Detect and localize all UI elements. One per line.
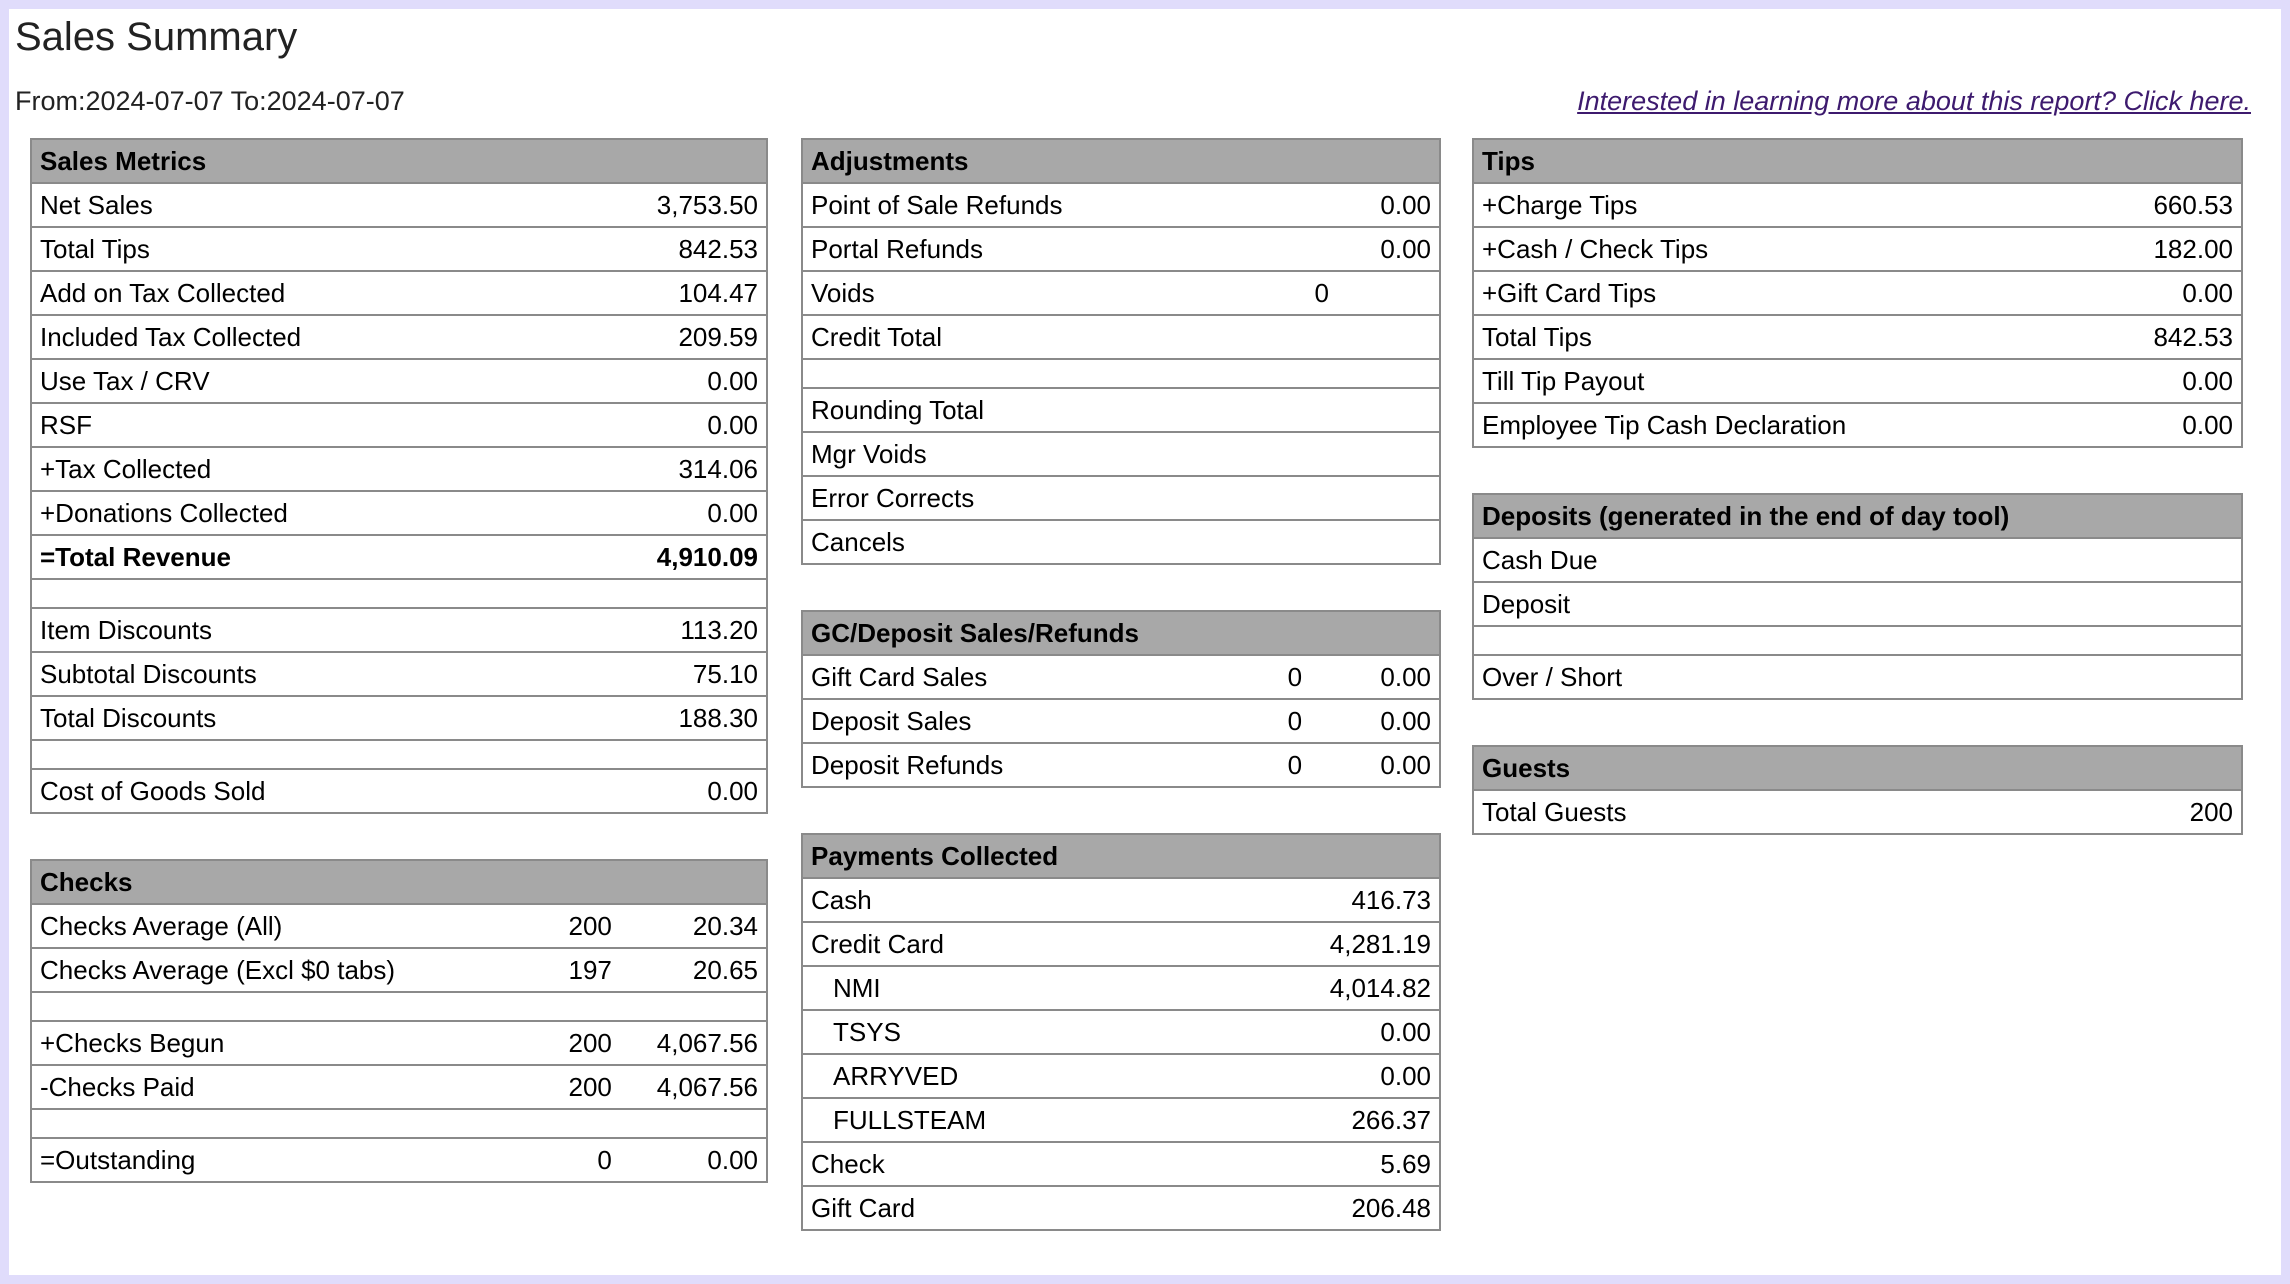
row-value: 842.53 [2087, 315, 2242, 359]
row-label: Deposit [1473, 582, 2167, 626]
spacer-row [31, 579, 767, 608]
row-label: Item Discounts [31, 608, 547, 652]
row-label: Checks Average (All) [31, 904, 494, 948]
row-label: Gift Card Sales [802, 655, 1204, 699]
row-label: Portal Refunds [802, 227, 1211, 271]
row-label: Rounding Total [802, 388, 1211, 432]
row-label: Cash Due [1473, 538, 2167, 582]
row-value: 314.06 [547, 447, 767, 491]
row-value: 75.10 [547, 652, 767, 696]
row-value: 0.00 [547, 359, 767, 403]
table-row [802, 699, 1440, 743]
table-row [31, 696, 767, 740]
table-row [1473, 403, 2242, 447]
table-row [802, 1054, 1440, 1098]
table-row [802, 520, 1440, 564]
table-row [31, 1021, 767, 1065]
row-count: 0 [494, 1138, 620, 1182]
row-label: Deposit Refunds [802, 743, 1204, 787]
row-value: 0.00 [1310, 655, 1440, 699]
tips-table [1472, 138, 2243, 448]
row-label: Point of Sale Refunds [802, 183, 1211, 227]
spacer-row [31, 992, 767, 1021]
row-label: Use Tax / CRV [31, 359, 547, 403]
table-row [31, 904, 767, 948]
row-value: 0.00 [2087, 403, 2242, 447]
row-value: 0.00 [547, 491, 767, 535]
table-row [1473, 538, 2242, 582]
table-row [802, 743, 1440, 787]
row-value: 188.30 [547, 696, 767, 740]
section-header: Sales Metrics [31, 139, 767, 183]
spacer-row [1473, 626, 2242, 655]
section-header: Guests [1473, 746, 2242, 790]
row-value: 3,753.50 [547, 183, 767, 227]
row-value: 0.00 [2087, 271, 2242, 315]
row-count: 0 [1204, 743, 1310, 787]
row-label: NMI [802, 966, 1197, 1010]
table-row-total [31, 535, 767, 579]
row-label: Checks Average (Excl $0 tabs) [31, 948, 494, 992]
column-left [30, 138, 768, 1228]
row-count: 200 [494, 1021, 620, 1065]
section-header: Tips [1473, 139, 2242, 183]
row-label: =Total Revenue [31, 535, 547, 579]
table-row [802, 1010, 1440, 1054]
row-label: Total Guests [1473, 790, 2033, 834]
row-label: Cost of Goods Sold [31, 769, 547, 813]
row-value: 0.00 [547, 403, 767, 447]
spacer-row [31, 1109, 767, 1138]
row-label: FULLSTEAM [802, 1098, 1197, 1142]
row-label: Net Sales [31, 183, 547, 227]
row-label: +Gift Card Tips [1473, 271, 2087, 315]
table-row [802, 432, 1440, 476]
page-title: Sales Summary [15, 15, 298, 59]
row-label: Error Corrects [802, 476, 1211, 520]
row-label: +Donations Collected [31, 491, 547, 535]
row-value: 182.00 [2087, 227, 2242, 271]
row-value: 4,067.56 [620, 1021, 767, 1065]
table-row [1473, 790, 2242, 834]
row-label: TSYS [802, 1010, 1197, 1054]
row-value: 209.59 [547, 315, 767, 359]
row-count [1211, 520, 1337, 564]
table-row [31, 948, 767, 992]
row-value: 660.53 [2087, 183, 2242, 227]
table-row [802, 1142, 1440, 1186]
row-value: 416.73 [1197, 878, 1440, 922]
table-row [31, 183, 767, 227]
row-value: 0.00 [1310, 699, 1440, 743]
row-count: 200 [494, 1065, 620, 1109]
table-row [802, 922, 1440, 966]
row-label: Included Tax Collected [31, 315, 547, 359]
row-label: Check [802, 1142, 1197, 1186]
table-row [31, 769, 767, 813]
row-label: Total Discounts [31, 696, 547, 740]
table-row [1473, 359, 2242, 403]
row-label: Over / Short [1473, 655, 2167, 699]
row-value: 4,281.19 [1197, 922, 1440, 966]
row-label: +Charge Tips [1473, 183, 2087, 227]
row-count [1211, 227, 1337, 271]
table-row [31, 403, 767, 447]
table-row [802, 966, 1440, 1010]
checks-table [30, 859, 768, 1183]
adjustments-table [801, 138, 1441, 565]
row-count [1211, 432, 1337, 476]
row-count [1211, 476, 1337, 520]
spacer-row [31, 740, 767, 769]
row-label: Gift Card [802, 1186, 1197, 1230]
table-row [1473, 227, 2242, 271]
table-row [1473, 655, 2242, 699]
date-range: From:2024-07-07 To:2024-07-07 [15, 86, 405, 116]
row-label: Deposit Sales [802, 699, 1204, 743]
table-row [31, 1065, 767, 1109]
row-count [1211, 183, 1337, 227]
row-value: 4,014.82 [1197, 966, 1440, 1010]
section-header: Payments Collected [802, 834, 1440, 878]
row-value [1337, 388, 1440, 432]
row-value: 5.69 [1197, 1142, 1440, 1186]
row-value: 0.00 [1197, 1054, 1440, 1098]
section-header: Checks [31, 860, 767, 904]
guests-table [1472, 745, 2243, 835]
row-count: 0 [1211, 271, 1337, 315]
row-label: +Tax Collected [31, 447, 547, 491]
table-row [1473, 271, 2242, 315]
sales-metrics-table [30, 138, 768, 814]
row-count: 0 [1204, 655, 1310, 699]
table-row [31, 608, 767, 652]
row-label: Credit Total [802, 315, 1211, 359]
row-value [2167, 582, 2242, 626]
report-page [9, 9, 2281, 1275]
row-label: Subtotal Discounts [31, 652, 547, 696]
row-value: 0.00 [620, 1138, 767, 1182]
table-row [31, 315, 767, 359]
table-row [802, 227, 1440, 271]
column-middle [801, 138, 1441, 1276]
section-header: GC/Deposit Sales/Refunds [802, 611, 1440, 655]
section-header: Deposits (generated in the end of day tool) [1473, 494, 2242, 538]
row-label: Employee Tip Cash Declaration [1473, 403, 2087, 447]
row-value: 4,067.56 [620, 1065, 767, 1109]
spacer-row [802, 359, 1440, 388]
row-value [1337, 432, 1440, 476]
row-count: 0 [1204, 699, 1310, 743]
row-count [1211, 388, 1337, 432]
table-row [1473, 315, 2242, 359]
table-row [31, 447, 767, 491]
table-row [802, 183, 1440, 227]
report-help-link[interactable]: Interested in learning more about this report? Click here. [1577, 86, 2251, 116]
row-value: 20.34 [620, 904, 767, 948]
row-value: 104.47 [547, 271, 767, 315]
row-label: +Checks Begun [31, 1021, 494, 1065]
row-count: 197 [494, 948, 620, 992]
row-value [1337, 476, 1440, 520]
row-value [2167, 538, 2242, 582]
table-row [31, 271, 767, 315]
row-value: 4,910.09 [547, 535, 767, 579]
deposits-table [1472, 493, 2243, 700]
row-label: Cancels [802, 520, 1211, 564]
table-row [31, 359, 767, 403]
row-label: Voids [802, 271, 1211, 315]
row-label: =Outstanding [31, 1138, 494, 1182]
table-row [31, 491, 767, 535]
row-value: 0.00 [1337, 227, 1440, 271]
table-row [802, 476, 1440, 520]
row-value [1337, 271, 1440, 315]
table-row [802, 878, 1440, 922]
column-right [1472, 138, 2243, 880]
table-row [802, 1186, 1440, 1230]
row-value: 206.48 [1197, 1186, 1440, 1230]
row-value [1337, 315, 1440, 359]
row-value: 113.20 [547, 608, 767, 652]
gc-deposit-table [801, 610, 1441, 788]
row-value [2167, 655, 2242, 699]
row-value: 0.00 [1337, 183, 1440, 227]
table-row [31, 1138, 767, 1182]
row-value: 0.00 [1197, 1010, 1440, 1054]
row-value: 0.00 [2087, 359, 2242, 403]
row-count: 200 [494, 904, 620, 948]
table-row [802, 655, 1440, 699]
table-row [31, 227, 767, 271]
row-label: RSF [31, 403, 547, 447]
section-header: Adjustments [802, 139, 1440, 183]
row-label: Cash [802, 878, 1197, 922]
table-row [802, 315, 1440, 359]
payments-table [801, 833, 1441, 1231]
row-label: Total Tips [1473, 315, 2087, 359]
row-value: 0.00 [547, 769, 767, 813]
table-row [802, 271, 1440, 315]
table-row [802, 388, 1440, 432]
table-row [1473, 183, 2242, 227]
row-label: Add on Tax Collected [31, 271, 547, 315]
row-label: Credit Card [802, 922, 1197, 966]
row-label: -Checks Paid [31, 1065, 494, 1109]
row-label: Total Tips [31, 227, 547, 271]
table-row [31, 652, 767, 696]
row-value: 0.00 [1310, 743, 1440, 787]
row-label: Till Tip Payout [1473, 359, 2087, 403]
row-label: ARRYVED [802, 1054, 1197, 1098]
row-value: 266.37 [1197, 1098, 1440, 1142]
row-value: 20.65 [620, 948, 767, 992]
row-value [1337, 520, 1440, 564]
row-value: 200 [2033, 790, 2242, 834]
table-row [1473, 582, 2242, 626]
row-label: Mgr Voids [802, 432, 1211, 476]
row-label: +Cash / Check Tips [1473, 227, 2087, 271]
row-value: 842.53 [547, 227, 767, 271]
table-row [802, 1098, 1440, 1142]
row-count [1211, 315, 1337, 359]
